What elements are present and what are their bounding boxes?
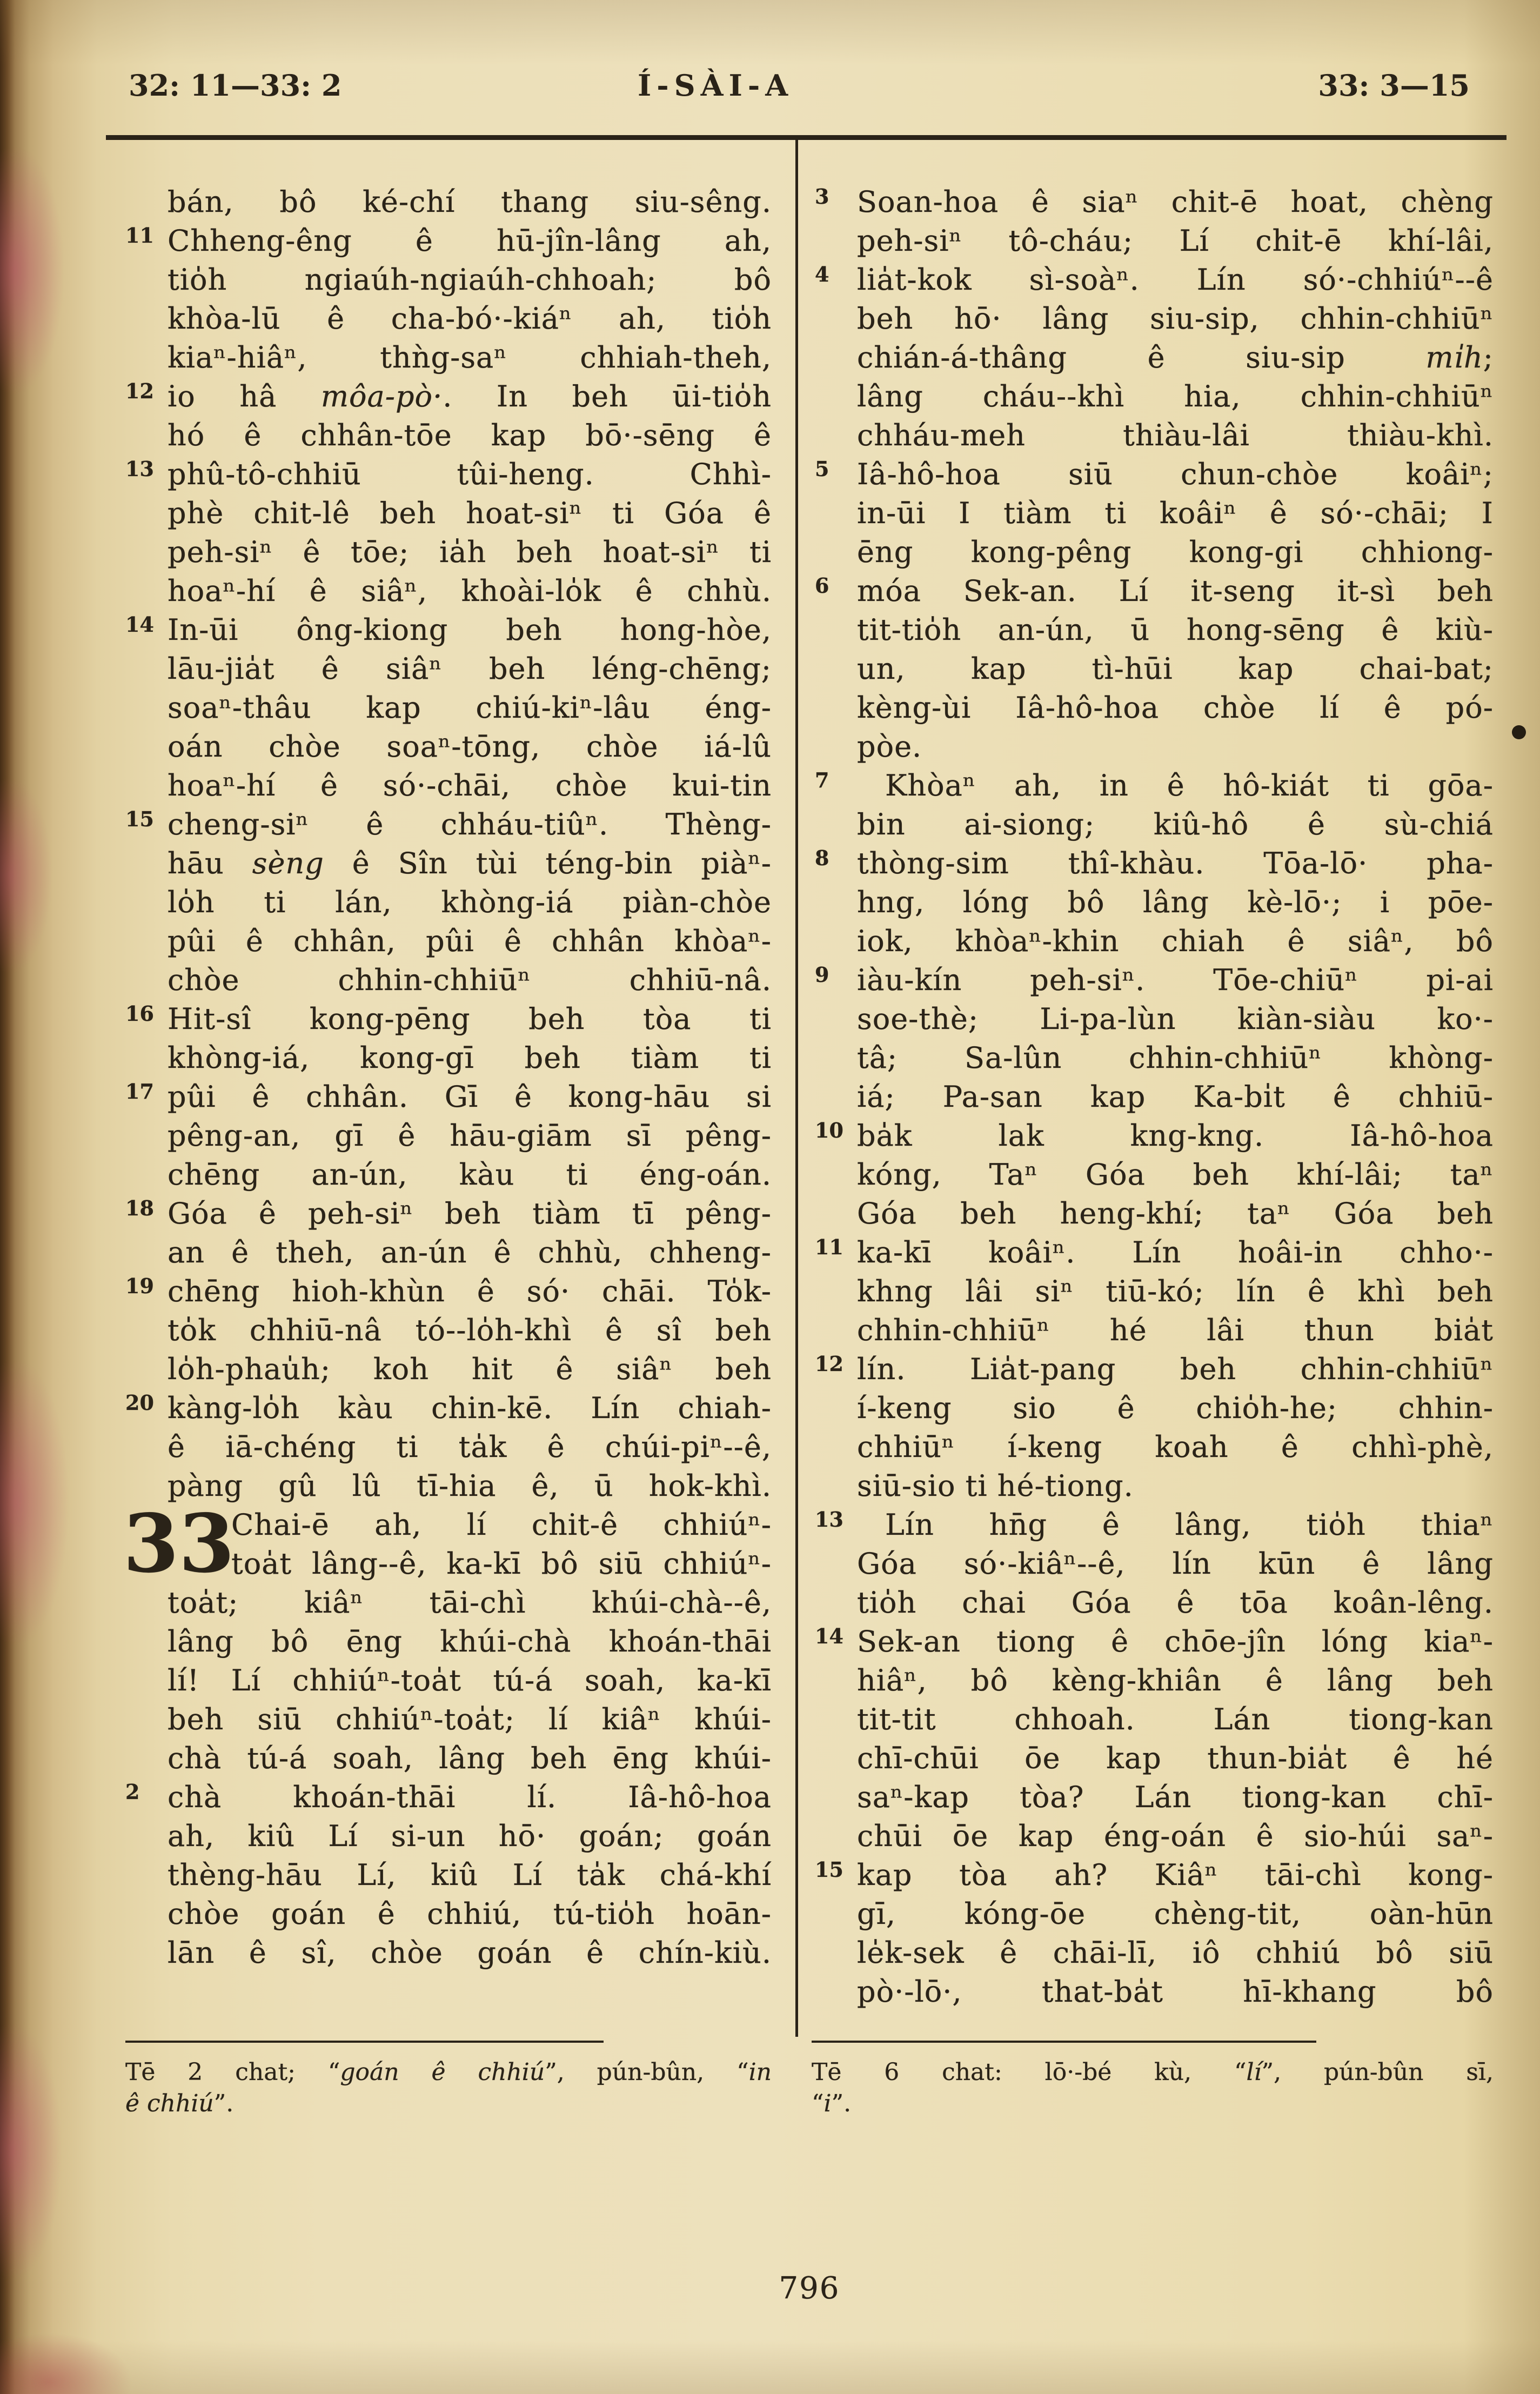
text-line	[857, 805, 1494, 844]
line-text: chēng an-ún, kàu ti éng-oán.	[168, 1158, 772, 1192]
text-line	[815, 1622, 1494, 1661]
line-text: chī-chūi ōe kap thun-bia̍t ê hé	[857, 1741, 1494, 1775]
text-line	[857, 494, 1494, 533]
column-left-lines	[125, 183, 772, 1972]
line-text: chēng hioh-khùn ê só· chāi. To̍k-	[168, 1274, 772, 1308]
line-text: lâng bô ēng khúi-chà khoán-thāi	[168, 1624, 772, 1659]
text-line	[125, 1778, 772, 1817]
line-text: Sek-an tiong ê chōe-jîn lóng kiaⁿ-	[857, 1624, 1494, 1659]
line-text: beh siū chhiúⁿ-toa̍t; lí kiâⁿ khúi-	[168, 1702, 772, 1736]
text-line	[168, 1622, 772, 1661]
text-line	[857, 727, 1494, 766]
line-text: saⁿ-kap tòa? Lán tiong-kan chī-	[857, 1780, 1494, 1814]
text-line	[168, 260, 772, 299]
header-verse-range-left: 32: 11—33: 2	[129, 68, 342, 103]
text-line	[857, 922, 1494, 961]
line-text: Góa só·-kiâⁿ--ê, lín kūn ê lâng	[857, 1547, 1494, 1581]
line-text: in-ūi I tiàm ti koâiⁿ ê só·-chāi; I	[857, 496, 1494, 530]
line-text: hó ê chhân-tōe kap bō·-sēng ê	[168, 418, 772, 452]
line-text: í-keng sio ê chio̍h-he; chhin-	[857, 1391, 1494, 1425]
text-line	[168, 727, 772, 766]
column-divider	[795, 140, 798, 2037]
line-text: le̍k-sek ê chāi-lī, iô chhiú bô siū	[857, 1936, 1494, 1970]
verse-number: 16	[125, 1001, 154, 1026]
verse-number: 3	[815, 184, 829, 209]
book-title: Í-SÀI-A	[638, 68, 794, 103]
verse-number: 5	[815, 457, 829, 481]
text-line	[125, 222, 772, 260]
text-line	[815, 572, 1494, 611]
line-text: chà khoán-thāi lí. Iâ-hô-hoa	[168, 1780, 772, 1814]
column-right-lines	[812, 183, 1494, 2011]
line-text: kap tòa ah? Kiâⁿ tāi-chì kong-	[857, 1858, 1494, 1892]
text-line	[168, 299, 772, 338]
line-text: hng, lóng bô lâng kè-lō·; i pōe-	[857, 885, 1494, 919]
line-text: lâng cháu--khì hia, chhin-chhiūⁿ	[857, 379, 1494, 413]
line-text: io hâ môa-pò·. In beh ūi-tio̍h	[168, 379, 772, 413]
line-text: kàng-lo̍h kàu chin-kē. Lín chiah-	[168, 1391, 772, 1425]
verse-number: 13	[125, 457, 154, 481]
text-line	[125, 1078, 772, 1116]
text-line	[125, 1000, 772, 1039]
page-number: 796	[779, 2271, 840, 2306]
line-text: hoaⁿ-hí ê siâⁿ, khoài-lo̍k ê chhù.	[168, 574, 772, 608]
text-line	[857, 1467, 1494, 1506]
text-line	[857, 1428, 1494, 1467]
verse-number: 9	[815, 962, 829, 987]
line-text: ka-kī koâiⁿ. Lín hoâi-in chho·-	[857, 1235, 1494, 1269]
text-line	[815, 183, 1494, 222]
footnote-line: Tē 2 chat; “goán ê chhiú”, pún-bûn, “in	[125, 2058, 772, 2086]
line-text: pêng-an, gī ê hāu-giām sī pêng-	[168, 1119, 772, 1153]
text-line	[168, 1233, 772, 1272]
line-text: peh-siⁿ ê tōe; ia̍h beh hoat-siⁿ ti	[168, 535, 772, 569]
text-line	[168, 1739, 772, 1778]
text-line	[168, 1583, 772, 1622]
ink-speck	[1512, 725, 1526, 739]
line-text: hoaⁿ-hí ê só·-chāi, chòe kui-tin	[168, 768, 772, 803]
line-text: ah, kiû Lí si-un hō· goán; goán	[168, 1819, 772, 1853]
line-text: toa̍t lâng--ê, ka-kī bô siū chhiúⁿ-	[231, 1547, 772, 1581]
line-text: lia̍t-kok sì-soàⁿ. Lín só·-chhiúⁿ--ê	[857, 263, 1494, 297]
line-text: tio̍h ngiaúh-ngiaúh-chhoah; bô	[168, 263, 772, 297]
line-text: khng lâi siⁿ tiū-kó; lín ê khì beh	[857, 1274, 1494, 1308]
verse-number: 13	[815, 1507, 843, 1532]
line-text: bin ai-siong; kiû-hô ê sù-chiá	[857, 807, 1494, 841]
verse-number: 11	[125, 223, 154, 248]
text-line	[168, 844, 772, 883]
text-line	[125, 377, 772, 416]
line-text: tâ; Sa-lûn chhin-chhiūⁿ khòng-	[857, 1041, 1494, 1075]
line-text: Góa beh heng-khí; taⁿ Góa beh	[857, 1196, 1494, 1231]
text-line	[815, 1856, 1494, 1895]
text-line	[168, 1895, 772, 1934]
text-line	[815, 1116, 1494, 1155]
verse-number: 6	[815, 573, 829, 598]
text-line	[857, 1972, 1494, 2011]
line-text: lāu-jia̍t ê siâⁿ beh léng-chēng;	[168, 652, 772, 686]
line-text: iá; Pa-san kap Ka-bi̍t ê chhiū-	[857, 1080, 1494, 1114]
text-line	[168, 533, 772, 572]
text-line	[857, 1934, 1494, 1972]
line-text: lo̍h ti lán, khòng-iá piàn-chòe	[168, 885, 772, 919]
text-line	[168, 688, 772, 727]
text-line	[168, 338, 772, 377]
chapter-number: 33	[123, 1496, 235, 1590]
text-line	[168, 1661, 772, 1700]
line-text: kóng, Taⁿ Góa beh khí-lâi; taⁿ	[857, 1158, 1494, 1192]
verse-number: 2	[125, 1780, 140, 1804]
text-line	[857, 1039, 1494, 1078]
text-line	[815, 1350, 1494, 1389]
line-text: Chai-ē ah, lí chit-ê chhiúⁿ-	[231, 1508, 772, 1542]
footnote-right	[812, 2041, 1494, 2119]
text-line	[125, 1272, 772, 1311]
verse-number: 20	[125, 1390, 154, 1415]
line-text: gī, kóng-ōe chèng-tit, oàn-hūn	[857, 1897, 1494, 1931]
line-text: chháu-meh thiàu-lâi thiàu-khì.	[857, 418, 1494, 452]
line-text: phè chit-lê beh hoat-siⁿ ti Góa ê	[168, 496, 772, 530]
footnote-rule-right	[812, 2041, 1316, 2043]
text-line	[168, 1155, 772, 1194]
line-text: phû-tô-chhiū tûi-heng. Chhì-	[168, 457, 772, 491]
text-line	[168, 572, 772, 611]
line-text: lí! Lí chhiúⁿ-toa̍t tú-á soah, ka-kī	[168, 1663, 772, 1697]
text-line	[815, 1506, 1494, 1544]
text-line	[857, 299, 1494, 338]
line-text: pûi ê chhân, pûi ê chhân khòaⁿ-	[168, 924, 772, 958]
text-line	[168, 1544, 772, 1583]
verse-number: 19	[125, 1274, 154, 1298]
line-text: chòe goán ê chhiú, tú-tio̍h hoān-	[168, 1897, 772, 1931]
line-text: toa̍t; kiâⁿ tāi-chì khúi-chà--ê,	[168, 1586, 772, 1620]
footnote-left	[125, 2041, 772, 2119]
text-line	[857, 416, 1494, 455]
verse-number: 12	[125, 379, 154, 403]
text-line	[857, 533, 1494, 572]
text-line	[815, 766, 1494, 805]
verse-number: 14	[815, 1624, 843, 1648]
line-text: thòng-sim thî-khàu. Tōa-lō· pha-	[857, 846, 1494, 880]
verse-number: 12	[815, 1352, 843, 1376]
text-line	[857, 1583, 1494, 1622]
line-text: iàu-kín peh-siⁿ. Tōe-chiūⁿ pi-ai	[857, 963, 1494, 997]
line-text: cheng-siⁿ ê chháu-tiûⁿ. Thèng-	[168, 807, 772, 841]
line-text: oán chòe soaⁿ-tōng, chòe iá-lû	[168, 730, 772, 764]
line-text: beh hō· lâng siu-sip, chhin-chhiūⁿ	[857, 302, 1494, 336]
line-text: hiâⁿ, bô kèng-khiân ê lâng beh	[857, 1663, 1494, 1697]
text-line	[168, 494, 772, 533]
verse-number: 15	[815, 1857, 843, 1882]
line-text: siū-sio ti hé-tiong.	[857, 1469, 1134, 1503]
line-text: Khòaⁿ ah, in ê hô-kiát ti gōa-	[885, 768, 1494, 803]
verse-number: 14	[125, 612, 154, 637]
line-text: khòa-lū ê cha-bó·-kiáⁿ ah, tio̍h	[168, 302, 772, 336]
line-text: khòng-iá, kong-gī beh tiàm ti	[168, 1041, 772, 1075]
line-text: kiaⁿ-hiâⁿ, thǹg-saⁿ chhiah-theh,	[168, 340, 772, 375]
line-text: In-ūi ông-kiong beh hong-hòe,	[168, 613, 772, 647]
text-line	[168, 766, 772, 805]
text-line	[168, 1856, 772, 1895]
text-line	[857, 688, 1494, 727]
text-line	[125, 1194, 772, 1233]
header-verse-range-right: 33: 3—15	[1318, 68, 1470, 103]
text-line	[168, 961, 772, 1000]
text-line	[857, 377, 1494, 416]
text-line	[857, 1078, 1494, 1116]
line-text: lān ê sî, chòe goán ê chín-kiù.	[168, 1936, 772, 1970]
line-text: tit-tio̍h an-ún, ū hong-sēng ê kiù-	[857, 613, 1494, 647]
text-line	[857, 1661, 1494, 1700]
line-text: lo̍h-phau̍h; koh hit ê siâⁿ beh	[168, 1352, 772, 1386]
text-line	[815, 1233, 1494, 1272]
line-text: lín. Lia̍t-pang beh chhin-chhiūⁿ	[857, 1352, 1494, 1386]
verse-number: 7	[815, 768, 829, 792]
verse-number: 10	[815, 1118, 843, 1142]
text-line	[168, 650, 772, 688]
text-line	[168, 922, 772, 961]
text-line	[857, 1155, 1494, 1194]
text-line	[857, 1000, 1494, 1039]
text-line	[815, 844, 1494, 883]
text-line	[168, 416, 772, 455]
line-text: chà tú-á soah, lâng beh ēng khúi-	[168, 1741, 772, 1775]
text-line	[857, 1311, 1494, 1350]
text-line	[857, 883, 1494, 922]
line-text: to̍k chhiū-nâ tó--lo̍h-khì ê sî beh	[168, 1313, 772, 1347]
text-line	[857, 1700, 1494, 1739]
line-text: chūi ōe kap éng-oán ê sio-húi saⁿ-	[857, 1819, 1494, 1853]
text-line	[168, 183, 772, 222]
text-line	[857, 1895, 1494, 1934]
footnote-rule-left	[125, 2041, 604, 2043]
line-text: un, kap tì-hūi kap chai-bat;	[857, 652, 1494, 686]
footnote-line: ê chhiú”.	[125, 2090, 234, 2117]
line-text: chhiūⁿ í-keng koah ê chhì-phè,	[857, 1430, 1494, 1464]
line-text: pò·-lō·, that-ba̍t hī-khang bô	[857, 1975, 1494, 2009]
line-text: pòe.	[857, 730, 922, 764]
line-text: kèng-ùi Iâ-hô-hoa chòe lí ê pó-	[857, 691, 1494, 725]
text-line	[857, 1778, 1494, 1817]
text-line	[857, 222, 1494, 260]
text-line	[168, 1700, 772, 1739]
page-header	[0, 68, 1540, 106]
line-text: pûi ê chhân. Gī ê kong-hāu si	[168, 1080, 772, 1114]
line-text: soaⁿ-thâu kap chiú-kiⁿ-lâu éng-	[168, 691, 772, 725]
line-text: chòe chhin-chhiūⁿ chhiū-nâ.	[168, 963, 772, 997]
line-text: thèng-hāu Lí, kiû Lí ta̍k chá-khí	[168, 1858, 772, 1892]
line-text: iok, khòaⁿ-khin chiah ê siâⁿ, bô	[857, 924, 1494, 958]
text-line	[125, 805, 772, 844]
line-text: pàng gû lû tī-hia ê, ū hok-khì.	[168, 1469, 772, 1503]
line-text: an ê theh, an-ún ê chhù, chheng-	[168, 1235, 772, 1269]
line-text: Lín hn̄g ê lâng, tio̍h thiaⁿ	[885, 1508, 1494, 1542]
line-text: ēng kong-pêng kong-gi chhiong-	[857, 535, 1494, 569]
text-line	[857, 1817, 1494, 1856]
text-line	[168, 1116, 772, 1155]
line-text: Iâ-hô-hoa siū chun-chòe koâiⁿ;	[857, 457, 1494, 491]
line-text: soe-thè; Li-pa-lùn kiàn-siàu ko·-	[857, 1002, 1494, 1036]
text-line	[857, 1544, 1494, 1583]
footnote-left-lines	[125, 2057, 772, 2119]
text-line	[168, 1467, 772, 1506]
verse-number: 4	[815, 262, 829, 286]
text-line	[857, 338, 1494, 377]
text-line	[857, 1272, 1494, 1311]
text-line	[857, 1739, 1494, 1778]
line-text: móa Sek-an. Lí it-seng it-sì beh	[857, 574, 1494, 608]
line-text: chián-á-thâng ê siu-sip mi̍h;	[857, 340, 1494, 375]
text-line	[168, 1311, 772, 1350]
text-line	[857, 650, 1494, 688]
line-text: peh-siⁿ tô-cháu; Lí chit-ē khí-lâi,	[857, 224, 1494, 258]
line-text: Soan-hoa ê siaⁿ chit-ē hoat, chèng	[857, 185, 1494, 219]
line-text: tit-tit chhoah. Lán tiong-kan	[857, 1702, 1494, 1736]
line-text: ê iā-chéng ti ta̍k ê chúi-piⁿ--ê,	[168, 1430, 772, 1464]
text-line	[815, 961, 1494, 1000]
verse-number: 17	[125, 1079, 154, 1104]
line-text: chhin-chhiūⁿ hé lâi thun bia̍t	[857, 1313, 1494, 1347]
line-text: tio̍h chai Góa ê tōa koân-lêng.	[857, 1586, 1494, 1620]
text-line	[125, 1389, 772, 1428]
line-text: ba̍k lak kng-kng. Iâ-hô-hoa	[857, 1119, 1494, 1153]
header-rule	[106, 135, 1506, 140]
footnote-right-lines	[812, 2057, 1494, 2119]
footnote-line: “i”.	[812, 2090, 852, 2117]
text-line	[815, 455, 1494, 494]
text-line	[125, 455, 772, 494]
text-line	[168, 1817, 772, 1856]
verse-number: 8	[815, 846, 829, 870]
line-text: Hit-sî kong-pēng beh tòa ti	[168, 1002, 772, 1036]
text-line	[168, 1039, 772, 1078]
text-line	[857, 1194, 1494, 1233]
line-text: Chheng-êng ê hū-jîn-lâng ah,	[168, 224, 772, 258]
text-line	[168, 1350, 772, 1389]
text-line	[815, 260, 1494, 299]
verse-number: 18	[125, 1196, 154, 1220]
text-line	[168, 1934, 772, 1972]
text-line	[125, 611, 772, 650]
verse-number: 11	[815, 1235, 843, 1259]
verse-number: 15	[125, 807, 154, 831]
text-line	[168, 1428, 772, 1467]
line-text: bán, bô ké-chí thang siu-sêng.	[168, 185, 772, 219]
text-line	[168, 883, 772, 922]
text-line	[857, 1389, 1494, 1428]
text-line	[857, 611, 1494, 650]
line-text: hāu sèng ê Sîn tùi téng-bin piàⁿ-	[168, 846, 772, 880]
footnote-line: Tē 6 chat: lō·-bé kù, “lí”, pún-bûn sī,	[812, 2058, 1494, 2086]
line-text: Góa ê peh-siⁿ beh tiàm tī pêng-	[168, 1196, 772, 1231]
